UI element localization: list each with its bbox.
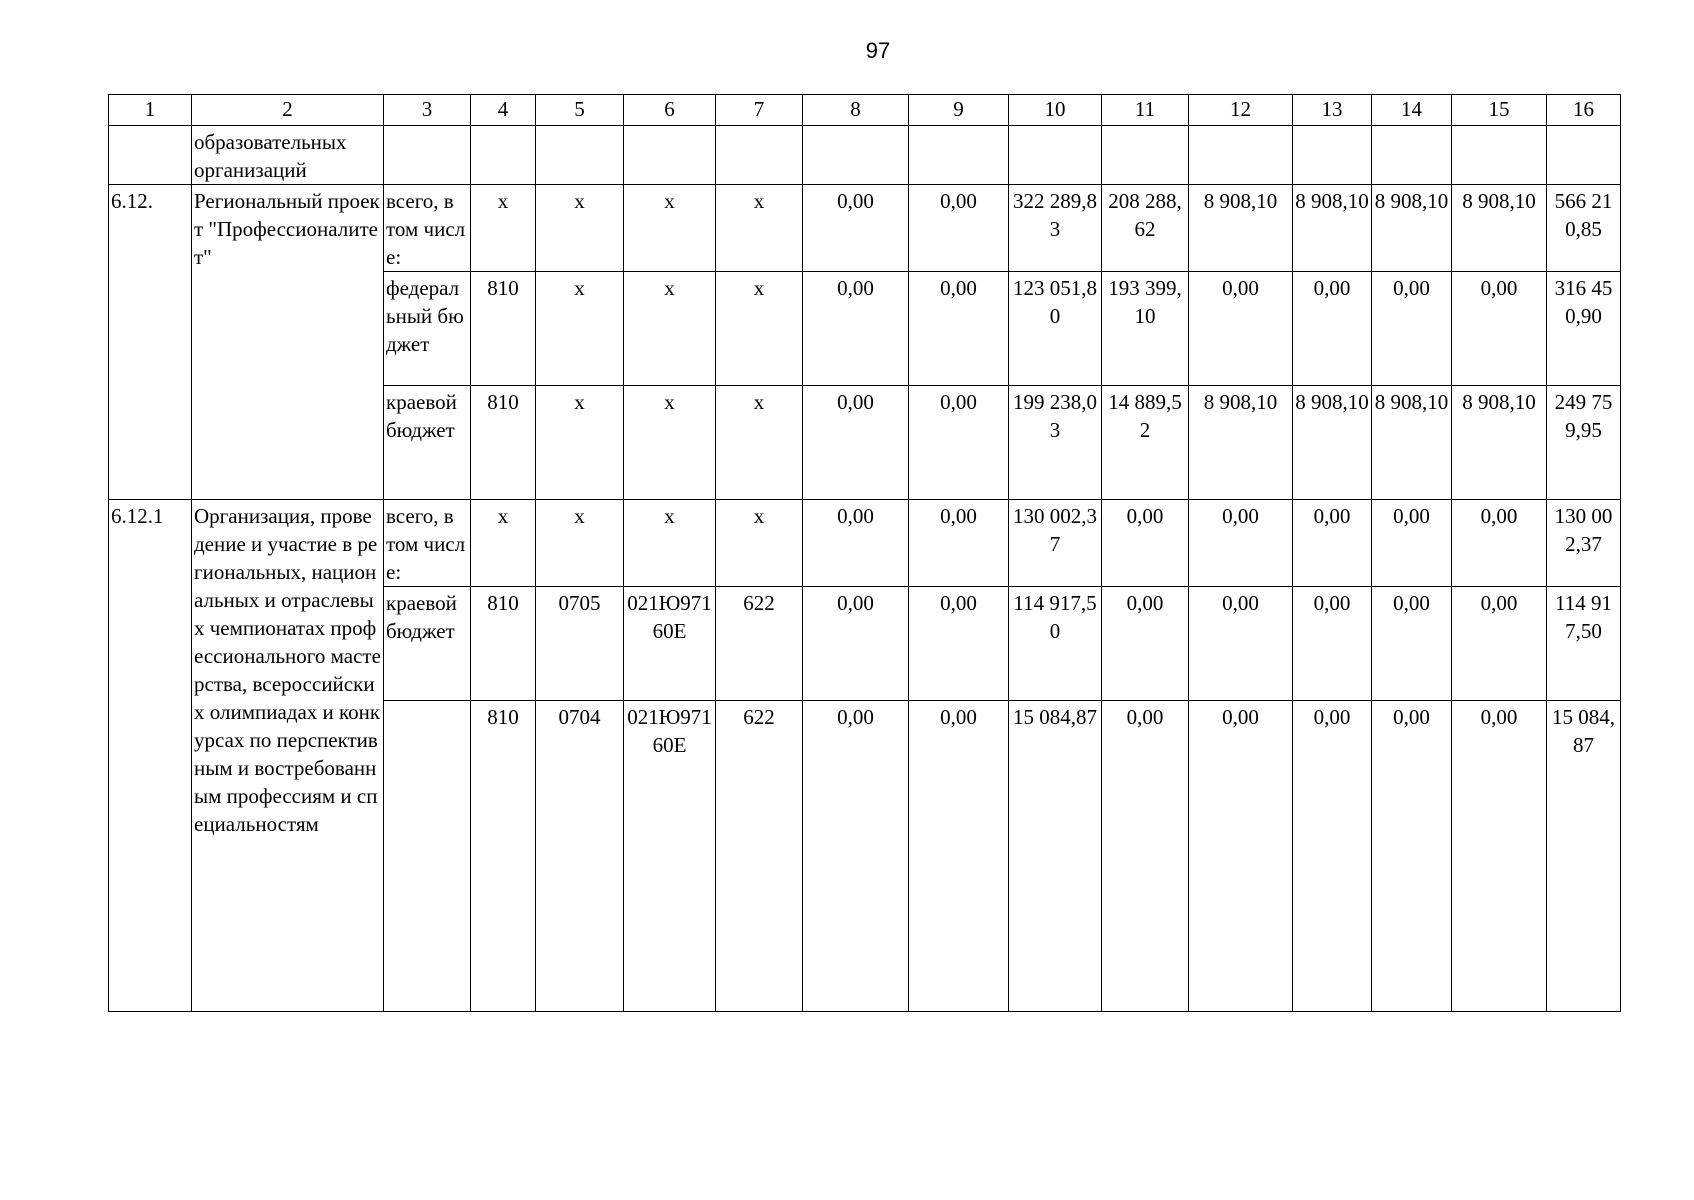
header-cell: 14 xyxy=(1372,95,1452,126)
cell-col9: 0,00 xyxy=(909,185,1009,272)
table-row xyxy=(109,126,1621,185)
cell-col7: 622 xyxy=(716,587,803,701)
cell-col4 xyxy=(471,126,536,185)
funding-source: федеральный бюджет xyxy=(384,272,471,386)
header-cell: 1 xyxy=(109,95,192,126)
cell-col11: 193 399,10 xyxy=(1102,272,1189,386)
cell-col6: 021Ю97160Е xyxy=(624,701,716,1012)
cell-col8: 0,00 xyxy=(803,272,909,386)
cell-col5: х xyxy=(536,500,624,587)
cell-col5 xyxy=(536,126,624,185)
cell-col10: 15 084,87 xyxy=(1009,701,1102,1012)
cell-col13: 0,00 xyxy=(1293,272,1372,386)
cell-col13 xyxy=(1293,126,1372,185)
funding-source: всего, в том числе: xyxy=(384,185,471,272)
header-row xyxy=(109,95,1621,126)
cell-col11: 0,00 xyxy=(1102,701,1189,1012)
cell-col6 xyxy=(624,126,716,185)
cell-col9: 0,00 xyxy=(909,701,1009,1012)
funding-source xyxy=(384,126,471,185)
cell-col16: 249 759,95 xyxy=(1547,386,1621,500)
cell-col4: 810 xyxy=(471,272,536,386)
cell-col16: 114 917,50 xyxy=(1547,587,1621,701)
cell-col7: х xyxy=(716,500,803,587)
cell-col15: 8 908,10 xyxy=(1452,386,1547,500)
cell-col13: 8 908,10 xyxy=(1293,386,1372,500)
cell-col11: 0,00 xyxy=(1102,500,1189,587)
header-cell: 9 xyxy=(909,95,1009,126)
cell-col15: 8 908,10 xyxy=(1452,185,1547,272)
cell-col5: х xyxy=(536,185,624,272)
table-row xyxy=(109,500,1621,587)
header-cell: 8 xyxy=(803,95,909,126)
funding-source: краевой бюджет xyxy=(384,386,471,500)
cell-col12 xyxy=(1189,126,1293,185)
cell-col6: х xyxy=(624,386,716,500)
cell-col4: 810 xyxy=(471,701,536,1012)
cell-col11 xyxy=(1102,126,1189,185)
page-number: 97 xyxy=(865,38,891,63)
row-code: 6.12. xyxy=(109,185,192,500)
cell-col14 xyxy=(1372,126,1452,185)
cell-col13: 0,00 xyxy=(1293,587,1372,701)
cell-col11: 208 288,62 xyxy=(1102,185,1189,272)
cell-col8: 0,00 xyxy=(803,386,909,500)
cell-col12: 0,00 xyxy=(1189,272,1293,386)
cell-col7: 622 xyxy=(716,701,803,1012)
cell-col4: х xyxy=(471,185,536,272)
cell-col4: 810 xyxy=(471,386,536,500)
cell-col14: 0,00 xyxy=(1372,701,1452,1012)
cell-col9: 0,00 xyxy=(909,386,1009,500)
cell-col6: х xyxy=(624,272,716,386)
cell-col5: 0705 xyxy=(536,587,624,701)
cell-col13: 0,00 xyxy=(1293,701,1372,1012)
cell-col10: 322 289,83 xyxy=(1009,185,1102,272)
cell-col16: 130 002,37 xyxy=(1547,500,1621,587)
header-cell: 3 xyxy=(384,95,471,126)
cell-col6: х xyxy=(624,185,716,272)
cell-col7 xyxy=(716,126,803,185)
header-cell: 6 xyxy=(624,95,716,126)
cell-col14: 0,00 xyxy=(1372,587,1452,701)
cell-col11: 0,00 xyxy=(1102,587,1189,701)
row-name: образовательных организаций xyxy=(192,126,384,185)
cell-col14: 8 908,10 xyxy=(1372,386,1452,500)
cell-col9 xyxy=(909,126,1009,185)
cell-col8: 0,00 xyxy=(803,500,909,587)
cell-col14: 0,00 xyxy=(1372,272,1452,386)
cell-col12: 8 908,10 xyxy=(1189,185,1293,272)
cell-col7: х xyxy=(716,272,803,386)
cell-col10: 123 051,80 xyxy=(1009,272,1102,386)
row-code xyxy=(109,126,192,185)
cell-col12: 0,00 xyxy=(1189,587,1293,701)
cell-col10: 130 002,37 xyxy=(1009,500,1102,587)
row-code: 6.12.1 xyxy=(109,500,192,1012)
cell-col4: х xyxy=(471,500,536,587)
cell-col5: х xyxy=(536,272,624,386)
funding-source: всего, в том числе: xyxy=(384,500,471,587)
cell-col10: 199 238,03 xyxy=(1009,386,1102,500)
cell-col6: 021Ю97160Е xyxy=(624,587,716,701)
header-cell: 12 xyxy=(1189,95,1293,126)
header-cell: 5 xyxy=(536,95,624,126)
cell-col8: 0,00 xyxy=(803,587,909,701)
cell-col13: 0,00 xyxy=(1293,500,1372,587)
row-name: Организация, проведение и участие в региональных, национальных и отраслевых чемпионатах профессионального мастерства, всероссийских олимпиадах и конкурсах по перспективным и востребованным профессиям и специальностям xyxy=(192,500,384,1012)
cell-col15: 0,00 xyxy=(1452,272,1547,386)
cell-col10 xyxy=(1009,126,1102,185)
header-cell: 7 xyxy=(716,95,803,126)
budget-table xyxy=(108,94,1621,1012)
table-row xyxy=(109,185,1621,272)
header-cell: 11 xyxy=(1102,95,1189,126)
cell-col8: 0,00 xyxy=(803,185,909,272)
cell-col15 xyxy=(1452,126,1547,185)
cell-col7: х xyxy=(716,386,803,500)
cell-col5: 0704 xyxy=(536,701,624,1012)
funding-source: краевой бюджет xyxy=(384,587,471,701)
funding-source xyxy=(384,701,471,1012)
cell-col8: 0,00 xyxy=(803,701,909,1012)
cell-col11: 14 889,52 xyxy=(1102,386,1189,500)
cell-col6: х xyxy=(624,500,716,587)
row-name: Региональный проект "Профессионалитет" xyxy=(192,185,384,500)
cell-col9: 0,00 xyxy=(909,587,1009,701)
cell-col13: 8 908,10 xyxy=(1293,185,1372,272)
cell-col16: 15 084,87 xyxy=(1547,701,1621,1012)
cell-col12: 0,00 xyxy=(1189,701,1293,1012)
header-cell: 16 xyxy=(1547,95,1621,126)
cell-col4: 810 xyxy=(471,587,536,701)
cell-col16 xyxy=(1547,126,1621,185)
cell-col9: 0,00 xyxy=(909,500,1009,587)
cell-col16: 316 450,90 xyxy=(1547,272,1621,386)
cell-col14: 0,00 xyxy=(1372,500,1452,587)
cell-col12: 0,00 xyxy=(1189,500,1293,587)
header-cell: 10 xyxy=(1009,95,1102,126)
cell-col9: 0,00 xyxy=(909,272,1009,386)
cell-col15: 0,00 xyxy=(1452,701,1547,1012)
cell-col12: 8 908,10 xyxy=(1189,386,1293,500)
header-cell: 4 xyxy=(471,95,536,126)
header-cell: 2 xyxy=(192,95,384,126)
cell-col14: 8 908,10 xyxy=(1372,185,1452,272)
header-cell: 15 xyxy=(1452,95,1547,126)
cell-col15: 0,00 xyxy=(1452,500,1547,587)
header-cell: 13 xyxy=(1293,95,1372,126)
cell-col10: 114 917,50 xyxy=(1009,587,1102,701)
cell-col16: 566 210,85 xyxy=(1547,185,1621,272)
cell-col5: х xyxy=(536,386,624,500)
cell-col7: х xyxy=(716,185,803,272)
cell-col8 xyxy=(803,126,909,185)
cell-col15: 0,00 xyxy=(1452,587,1547,701)
